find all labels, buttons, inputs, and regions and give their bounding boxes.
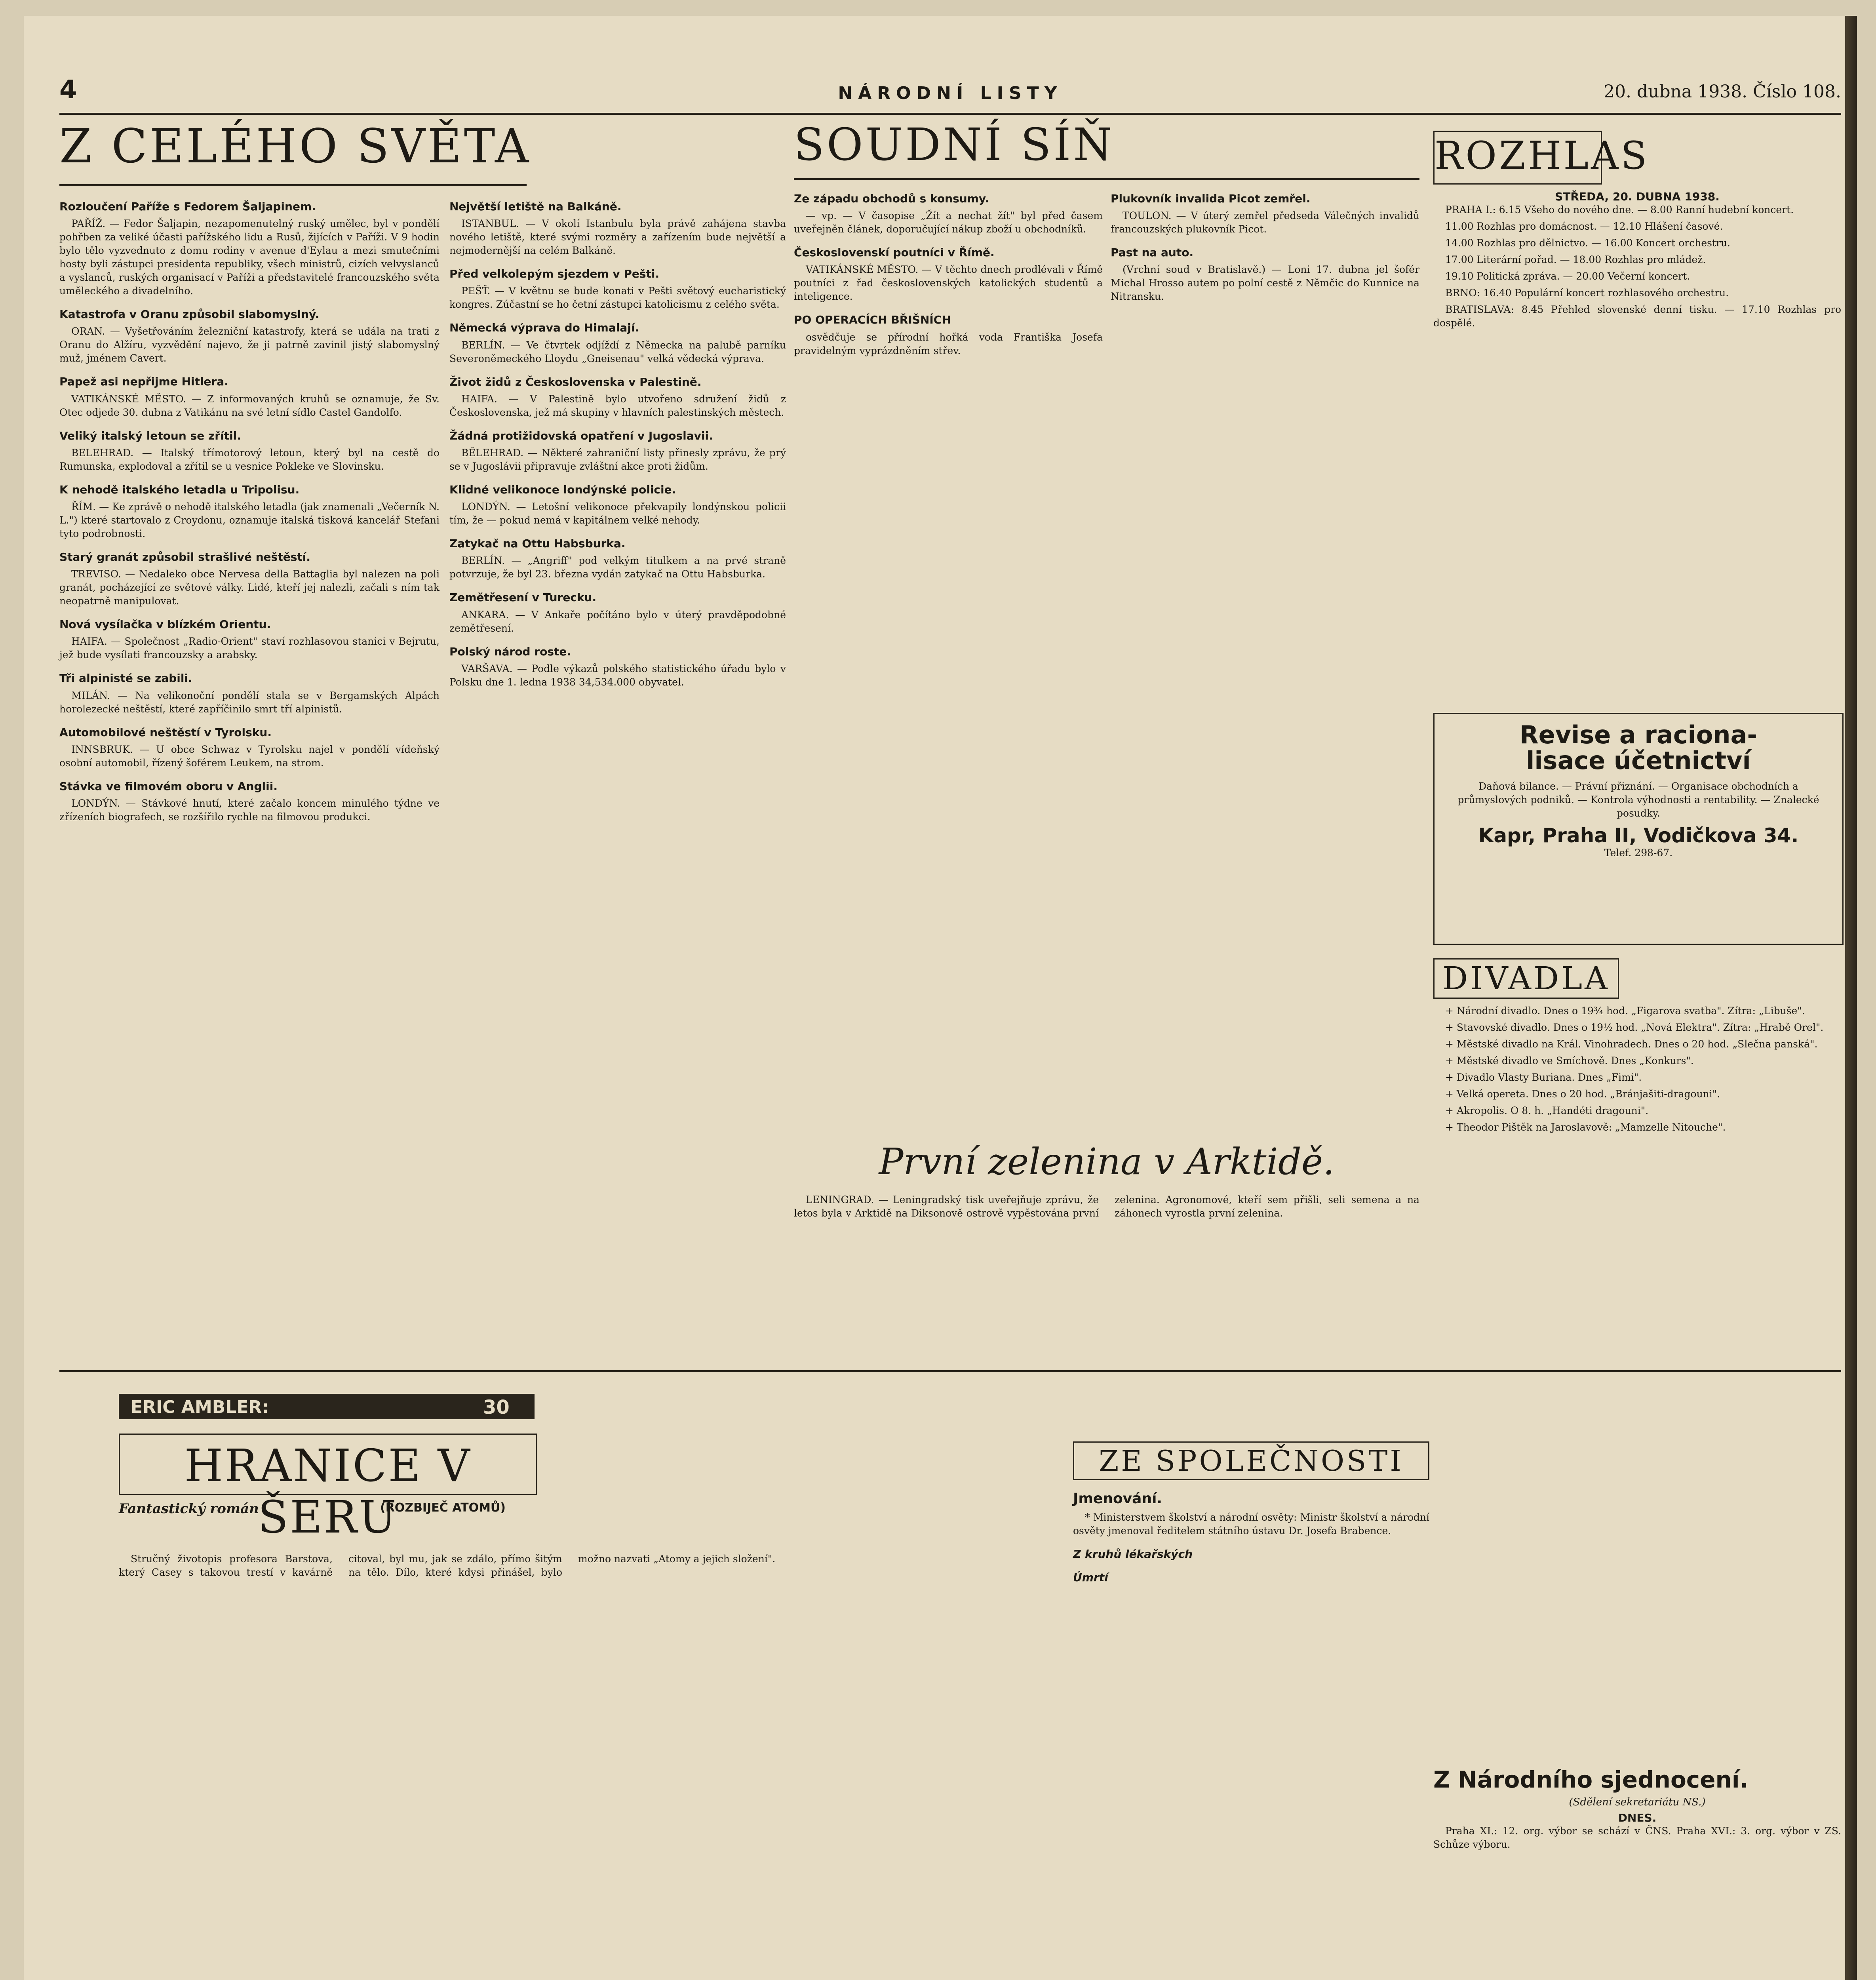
article-headline: Plukovník invalida Picot zemřel. [1111, 192, 1311, 205]
ad-title-line1: Revise a raciona- [1519, 720, 1758, 749]
section-rule [59, 184, 527, 186]
arctic-title: První zelenina v Arktidě. [879, 1140, 1335, 1183]
serial-part: 30 [483, 1396, 510, 1418]
article-headline: Klidné velikonoce londýnské policie. [449, 483, 676, 496]
article-body: ŘÍM. — Ke zprávě o nehodě italského letadla (jak znamenali „Večerník N. L.") které startovalo z Croydonu, oznamuje italská tisková kancelář Stefani tyto podrobnosti. [59, 501, 440, 539]
court-rule [794, 178, 1419, 180]
section-title-theatres: DIVADLA [1433, 958, 1619, 999]
serial-body: Stručný životopis profesora Barstova, který Casey s takovou trestí v kavárně citoval, byl mu, jak se zdálo, přímo šitým na tělo. Dílo, které kdysi přinášel, bylo možno nazvati „Atomy a jejich složení". [119, 1553, 776, 1578]
article-body: VATIKÁNSKÉ MĚSTO. — Z informovaných kruhů se oznamuje, že Sv. Otec odjede 30. dubna z Vatikánu na své letní sídlo Castel Gandolfo. [59, 393, 440, 418]
article-headline: Veliký italský letoun se zřítil. [59, 429, 241, 442]
court-column-2 [1111, 182, 1419, 1133]
serial-chapter: (ROZBIJEČ ATOMŮ) [380, 1501, 506, 1515]
article-body: INNSBRUK. — U obce Schwaz v Tyrolsku najel v pondělí vídeňský osobní automobil, řízený šoférem Leukem, na strom. [59, 743, 440, 769]
serial-title: HRANICE V ŠERU [184, 1440, 472, 1543]
theatre-listing: + Velká opereta. Dnes o 20 hod. „Bránjašiti-dragouni". [1445, 1088, 1720, 1100]
article-body: HAIFA. — V Palestině bylo utvořeno sdružení židů z Československa, jež má skupiny v hlavních palestinských městech. [449, 393, 786, 418]
article-headline: Automobilové neštěstí v Tyrolsku. [59, 725, 272, 739]
article-body: ISTANBUL. — V okolí Istanbulu byla právě zahájena stavba nového letiště, které svými rozměry a zařízením bude největší a nejmodernější na celém Balkáně. [449, 218, 786, 257]
radio-program-item: 17.00 Literární pořad. — 18.00 Rozhlas pro mládež. [1445, 254, 1706, 265]
article-headline: Stávka ve filmovém oboru v Anglii. [59, 779, 278, 793]
article-body: BĚLEHRAD. — Některé zahraniční listy přinesly zprávu, že prý se v Jugoslávii připravuje zvláštní akce proti židům. [449, 447, 786, 472]
article-body: BERLÍN. — „Angriff" pod velkým titulkem a na prvé straně potvrzuje, že byl 23. března vydán zatykač na Ottu Habsburka. [449, 555, 786, 580]
article-headline: Život židů z Československa v Palestině. [449, 375, 702, 388]
ad-phone: Telef. 298-67. [1604, 847, 1673, 859]
article-body: HAIFA. — Společnost „Radio-Orient" staví rozhlasovou stanici v Bejrutu, jež bude vysílati francouzsky a arabsky. [59, 636, 440, 661]
serial-author: ERIC AMBLER: [131, 1397, 269, 1417]
ad-firm: Kapr, Praha II, Vodičkova 34. [1478, 824, 1799, 847]
section-title-world: Z CELÉHO SVĚTA [59, 119, 531, 173]
article-body: VATIKÁNSKÉ MĚSTO. — V těchto dnech prodlévali v Římě poutníci z řad československých katolických studentů a inteligence. [794, 264, 1103, 303]
section-title-society: ZE SPOLEČNOSTI [1073, 1441, 1429, 1480]
article-body: TREVISO. — Nedaleko obce Nervesa della Battaglia byl nalezen na poli granát, pocházející ze světové války. Lidé, kteří jej nalezli, začali s ním tak neopatrně manipulovat. [59, 568, 440, 607]
article-headline: Zemětřesení v Turecku. [449, 591, 597, 604]
article-headline: Před velkolepým sjezdem v Pešti. [449, 267, 660, 281]
theatre-listing: + Městské divadlo na Král. Vinohradech. Dnes o 20 hod. „Slečna panská". [1445, 1038, 1818, 1050]
article-headline: Starý granát způsobil strašlivé neštěstí. [59, 550, 310, 564]
issue-date: 20. dubna 1938. Číslo 108. [1604, 82, 1841, 102]
radio-section-header [1433, 131, 1650, 185]
advertisement [1433, 713, 1844, 945]
society-heading: Jmenování. [1073, 1491, 1163, 1507]
union-body: Praha XI.: 12. org. výbor se schází v ČNS. Praha XVI.: 3. org. výbor v ZS. Schůze výboru. [1433, 1825, 1841, 1850]
union-subtitle: (Sdělení sekretariátu NS.) [1569, 1796, 1706, 1808]
article-body: PAŘÍŽ. — Fedor Šaljapin, nezapomenutelný ruský umělec, byl v pondělí pohřben za veliké účasti pařížského lidu a Rusů, žijících v Paříži. V 9 hodin bylo tělo vyzvednuto z domu rodiny v avenue d'Eylau a mezi smutečními hosty byli zástupci presidenta republiky, všech ministrů, cizích velvyslanců a vyslanců, ruských organisací v Paříži a představitelé francouzského světa uměleckého a divadelního. [59, 218, 440, 297]
article-body: VARŠAVA. — Podle výkazů polského statistického úřadu bylo v Polsku dne 1. ledna 1938 34,534.000 obyvatel. [449, 663, 786, 688]
union-today: DNES. [1618, 1811, 1657, 1824]
arctic-article [794, 1140, 1419, 1362]
serial-text [119, 1552, 1022, 1980]
doctors-heading: Z kruhů lékařských [1073, 1548, 1193, 1561]
section-title-radio: ROZHLAS [1435, 133, 1650, 178]
article-body: ORAN. — Vyšetřováním železniční katastrofy, která se udála na trati z Oranu do Alžíru, vyzvědění najevo, že ji patrně zavinil jistý slabomyslný muž, jménem Cavert. [59, 326, 440, 364]
theatre-listing: + Divadlo Vlasty Buriana. Dnes „Fimi". [1445, 1072, 1642, 1083]
article-headline: Největší letiště na Balkáně. [449, 200, 622, 213]
article-headline: Katastrofa v Oranu způsobil slabomyslný. [59, 308, 320, 321]
mid-rule [59, 1370, 1841, 1372]
article-body: PEŠŤ. — V květnu se bude konati v Pešti světový eucharistický kongres. Zúčastní se ho četní zástupci katolicismu z celého světa. [449, 285, 786, 310]
article-body: LONDÝN. — Letošní velikonoce překvapily londýnskou policii tím, že — pokud nemá v kapitálnem velké nehody. [449, 501, 786, 526]
masthead [59, 75, 1841, 107]
masthead-rule [59, 113, 1841, 115]
court-section-header [794, 119, 1123, 178]
article-headline: Žádná protižidovská opatření v Jugoslavii. [449, 429, 713, 442]
serial-header [119, 1382, 634, 1548]
article-headline: PO OPERACÍCH BŘIŠNÍCH [794, 313, 951, 327]
article-body: — vp. — V časopise „Žít a nechat žít" byl před časem uveřejněn článek, doporučující nákup zboží u obchodníků. [794, 210, 1103, 235]
radio-program-item: 11.00 Rozhlas pro domácnost. — 12.10 Hlášení časové. [1445, 221, 1723, 232]
world-column-2 [449, 190, 786, 1358]
court-column [794, 182, 1103, 1133]
article-body: BERLÍN. — Ve čtvrtek odjíždí z Německa na palubě parníku Severoněmeckého Lloydu „Gneisenau" velká vědecká výprava. [449, 339, 786, 364]
society-body: * Ministerstvem školství a národní osvěty: Ministr školství a národní osvěty jmenoval ředitelem státního ústavu Dr. Josefa Brabence. [1073, 1512, 1429, 1537]
article-headline: Tři alpinisté se zabili. [59, 672, 192, 685]
newspaper-page [24, 16, 1845, 1980]
world-column [59, 190, 440, 1358]
radio-program [1433, 190, 1841, 705]
theatre-listing: + Městské divadlo ve Smíchově. Dnes „Konkurs". [1445, 1055, 1694, 1066]
radio-program-item: BRATISLAVA: 8.45 Přehled slovenské denní tisku. — 17.10 Rozhlas pro dospělé. [1433, 304, 1841, 329]
union-section [1433, 1766, 1841, 1980]
theatre-listing: + Akropolis. O 8. h. „Handéti dragouni". [1445, 1105, 1649, 1116]
article-headline: Ze západu obchodů s konsumy. [794, 192, 989, 205]
article-headline: Zatykač na Ottu Habsburka. [449, 537, 626, 550]
theatre-listing: + Národní divadlo. Dnes o 19¾ hod. „Figarova svatba". Zítra: „Libuše". [1445, 1005, 1805, 1017]
radio-date: STŘEDA, 20. DUBNA 1938. [1555, 190, 1720, 203]
radio-program-item: 14.00 Rozhlas pro dělnictvo. — 16.00 Koncert orchestru. [1445, 237, 1730, 249]
radio-program-item: 19.10 Politická zpráva. — 20.00 Večerní koncert. [1445, 270, 1690, 282]
serial-genre: Fantastický román [119, 1501, 259, 1517]
article-body: ANKARA. — V Ankaře počítáno bylo v úterý pravděpodobné zemětřesení. [449, 609, 786, 634]
theatre-listing: + Stavovské divadlo. Dnes o 19½ hod. „Nová Elektra". Zítra: „Hrabě Orel". [1445, 1022, 1824, 1033]
section-title-union: Z Národního sjednocení. [1433, 1766, 1749, 1793]
article-headline: Past na auto. [1111, 246, 1194, 259]
society-section [1073, 1441, 1429, 1980]
arctic-body: LENINGRAD. — Leningradský tisk uveřejňuje zprávu, že letos byla v Arktidě na Diksonově ostrově vypěstována první zelenina. Agronomové, kteří sem přišli, seli semena a na záhonech vyrostla první zelenina. [794, 1194, 1419, 1219]
theatre-listing: + Theodor Pištěk na Jaroslavově: „Mamzelle Nitouche". [1445, 1121, 1726, 1133]
world-section-header [59, 119, 535, 182]
article-headline: Polský národ roste. [449, 645, 571, 658]
theatres-section [1433, 958, 1841, 1552]
article-body: TOULON. — V úterý zemřel předseda Válečných invalidů francouzských plukovník Picot. [1111, 210, 1419, 235]
paper-name: NÁRODNÍ LISTY [838, 83, 1063, 103]
article-headline: Československí poutníci v Římě. [794, 246, 995, 259]
article-headline: Nová vysílačka v blízkém Orientu. [59, 618, 271, 631]
radio-program-item: PRAHA I.: 6.15 Všeho do nového dne. — 8.00 Ranní hudební koncert. [1445, 204, 1794, 215]
article-headline: Německá výprava do Himalají. [449, 321, 639, 335]
article-headline: Rozloučení Paříže s Fedorem Šaljapinem. [59, 200, 316, 213]
article-body: (Vrchní soud v Bratislavě.) — Loni 17. dubna jel šofér Michal Hrosso autem po polní cestě z Němčic do Kunnice na Nitransku. [1111, 264, 1419, 303]
page-number: 4 [59, 75, 77, 105]
article-headline: K nehodě italského letadla u Tripolisu. [59, 483, 300, 496]
article-body: osvědčuje se přírodní hořká voda Františka Josefa pravidelným vyprázdněním střev. [794, 331, 1103, 356]
ad-body: Daňová bilance. — Právní přiznání. — Organisace obchodních a průmyslových podniků. — Kontrola výhodnosti a rentability. — Znalecké posudky. [1457, 781, 1819, 819]
article-body: MILÁN. — Na velikonoční pondělí stala se v Bergamských Alpách horolezecké neštěstí, které zapříčinilo smrt tří alpinistů. [59, 689, 440, 715]
deaths-heading: Úmrtí [1073, 1571, 1108, 1584]
ad-title-line2: lisace účetnictví [1526, 746, 1751, 775]
article-body: LONDÝN. — Stávkové hnutí, které začalo koncem minulého týdne ve zřízeních biografech, se rozšířilo rychle na filmovou produkci. [59, 797, 440, 822]
section-title-court: SOUDNÍ SÍŇ [794, 119, 1115, 171]
radio-program-item: BRNO: 16.40 Populární koncert rozhlasového orchestru. [1445, 287, 1729, 299]
article-body: BELEHRAD. — Italský třímotorový letoun, který byl na cestě do Rumunska, explodoval a zřítil se u vesnice Pokleke ve Slovinsku. [59, 447, 440, 472]
article-headline: Papež asi nepřijme Hitlera. [59, 375, 228, 388]
